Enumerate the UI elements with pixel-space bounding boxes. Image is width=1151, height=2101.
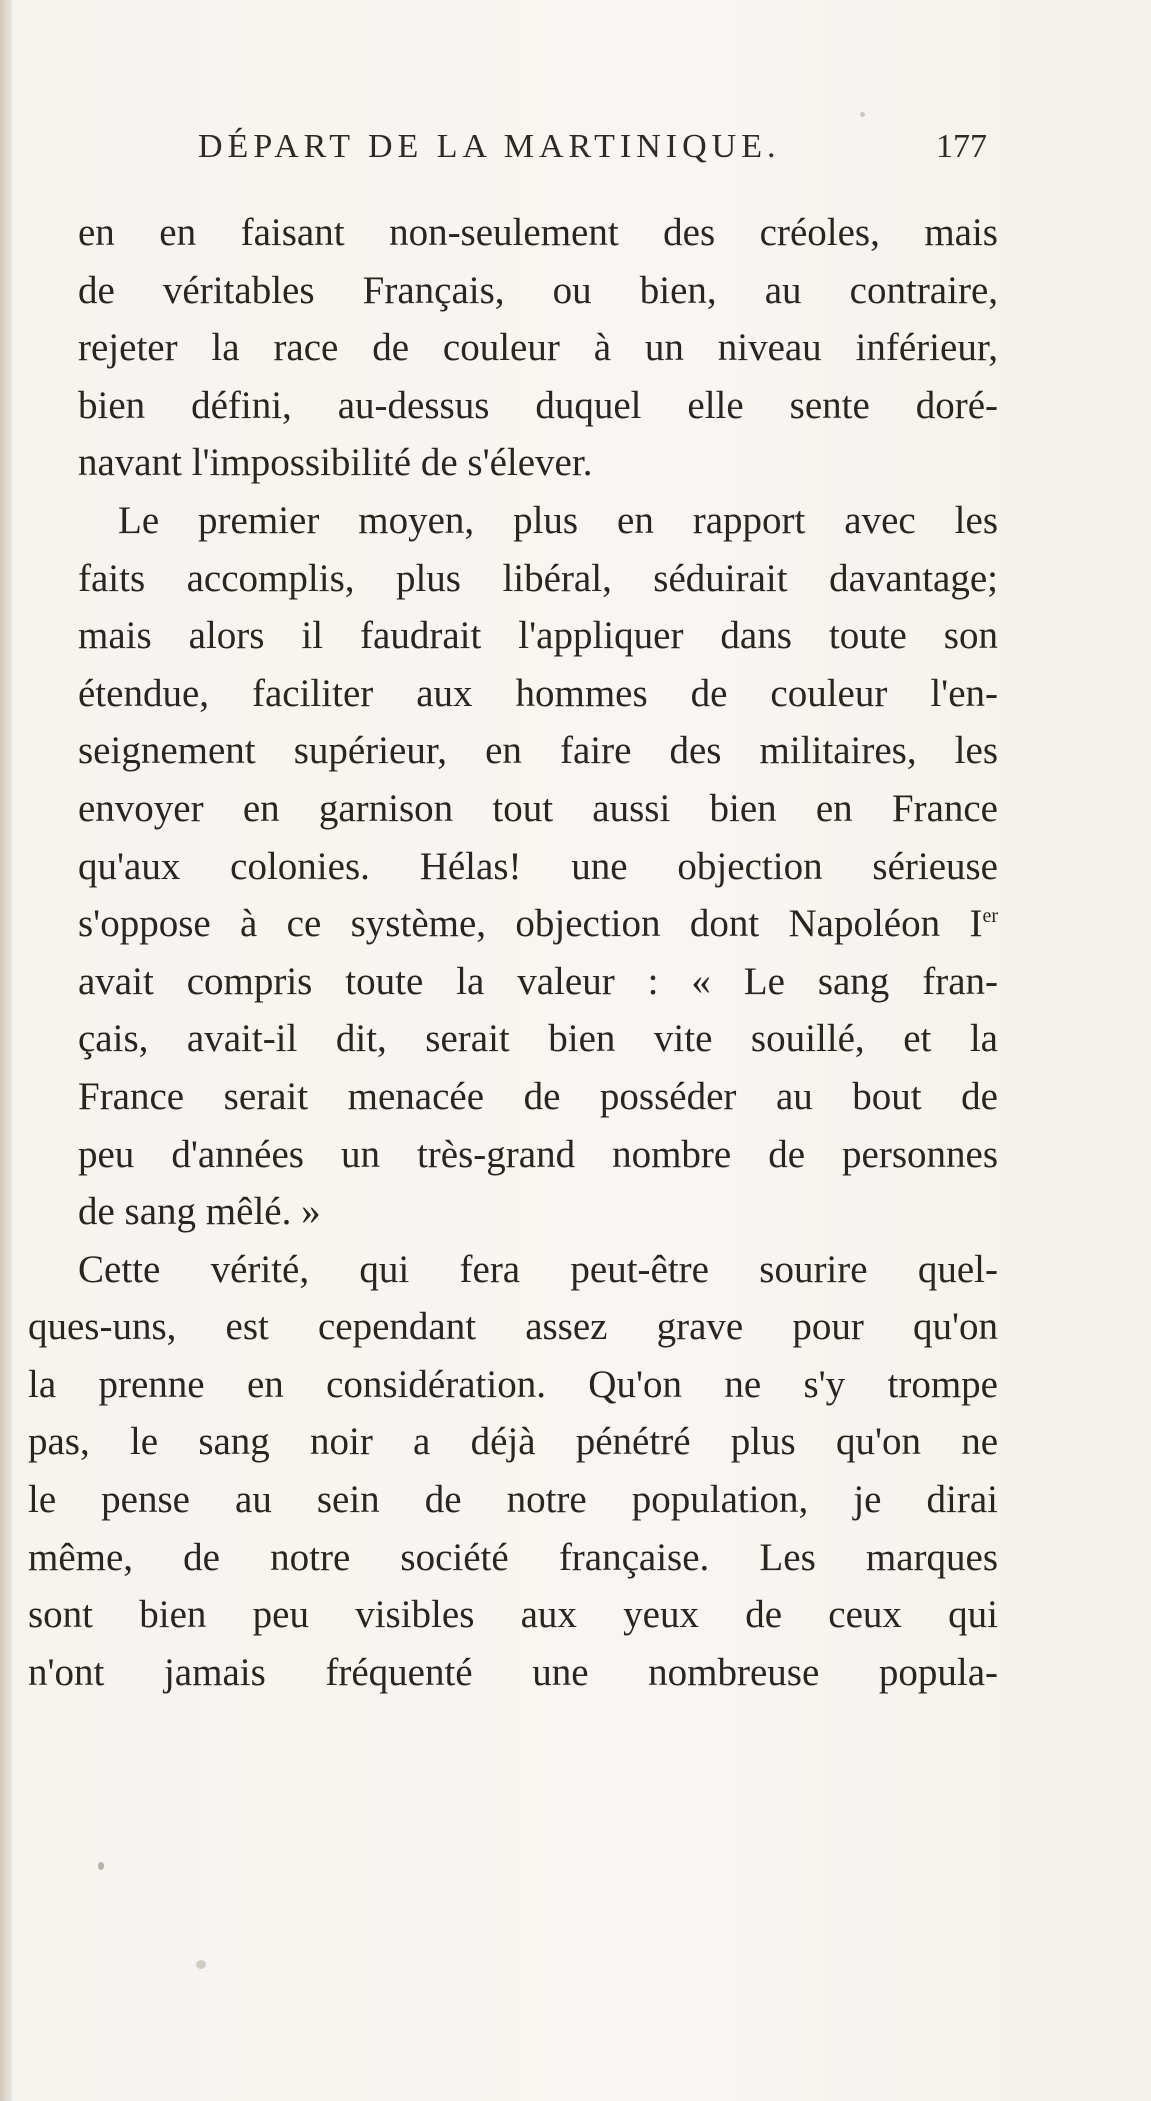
text-line: rejeter la race de couleur à un niveau inférieur,: [78, 326, 998, 370]
paper-speck: [98, 1862, 104, 1870]
text-line: pas, le sang noir a déjà pénétré plus qu'on ne: [28, 1420, 998, 1464]
text-line: Le premier moyen, plus en rapport avec les: [118, 498, 998, 542]
text-line: qu'aux colonies. Hélas! une objection sérieuse: [78, 844, 998, 888]
paper-speck: [196, 1960, 206, 1969]
text-line: avait compris toute la valeur : « Le sang fran-: [78, 959, 998, 1003]
napoleon-superscript: er: [982, 905, 998, 928]
text-line: envoyer en garnison tout aussi bien en France: [78, 786, 998, 830]
text-line: même, de notre société française. Les marques: [28, 1535, 998, 1579]
paragraph-continued: [28, 204, 1118, 492]
text-line: n'ont jamais fréquenté une nombreuse popula-: [28, 1650, 998, 1694]
page-number: 177: [936, 128, 987, 165]
text-line: sont bien peu visibles aux yeux de ceux qui: [28, 1593, 998, 1637]
text-line: navant l'impossibilité de s'élever.: [78, 441, 593, 485]
running-head: [0, 128, 1151, 178]
page-gutter-edge: [0, 0, 12, 2101]
text-line: faits accomplis, plus libéral, séduirait davantage;: [78, 556, 998, 600]
text-line: seignement supérieur, en faire des militaires, les: [78, 729, 998, 773]
running-title: DÉPART DE LA MARTINIQUE.: [198, 128, 781, 165]
paragraph-cette-verite: [28, 1241, 1118, 1702]
text-line: en en faisant non-seulement des créoles, mais: [78, 211, 998, 254]
text-line: le pense au sein de notre population, je dirai: [28, 1478, 998, 1522]
napoleon-text: s'oppose à ce système, objection dont Napoléon I: [78, 902, 983, 946]
paragraph-premier-moyen: [28, 492, 1118, 1241]
text-line: çais, avait-il dit, serait bien vite souillé, et la: [78, 1017, 998, 1061]
text-line: étendue, faciliter aux hommes de couleur l'en-: [78, 671, 998, 715]
text-line: Cette vérité, qui fera peut-être sourire quel-: [78, 1247, 998, 1291]
text-line: de véritables Français, ou bien, au contraire,: [78, 268, 998, 312]
text-line-napoleon: [28, 895, 998, 953]
text-line: bien défini, au-dessus duquel elle sente doré-: [78, 383, 998, 427]
text-line: France serait menacée de posséder au bout de: [78, 1074, 998, 1118]
paper-speck: [860, 112, 865, 117]
text-line: de sang mêlé. »: [78, 1190, 321, 1234]
text-line: la prenne en considération. Qu'on ne s'y trompe: [28, 1362, 998, 1406]
text-line: mais alors il faudrait l'appliquer dans toute son: [78, 614, 998, 658]
body-text: [28, 204, 1118, 1701]
text-line: peu d'années un très-grand nombre de personnes: [78, 1132, 998, 1176]
text-line: ques-uns, est cependant assez grave pour qu'on: [28, 1305, 998, 1349]
